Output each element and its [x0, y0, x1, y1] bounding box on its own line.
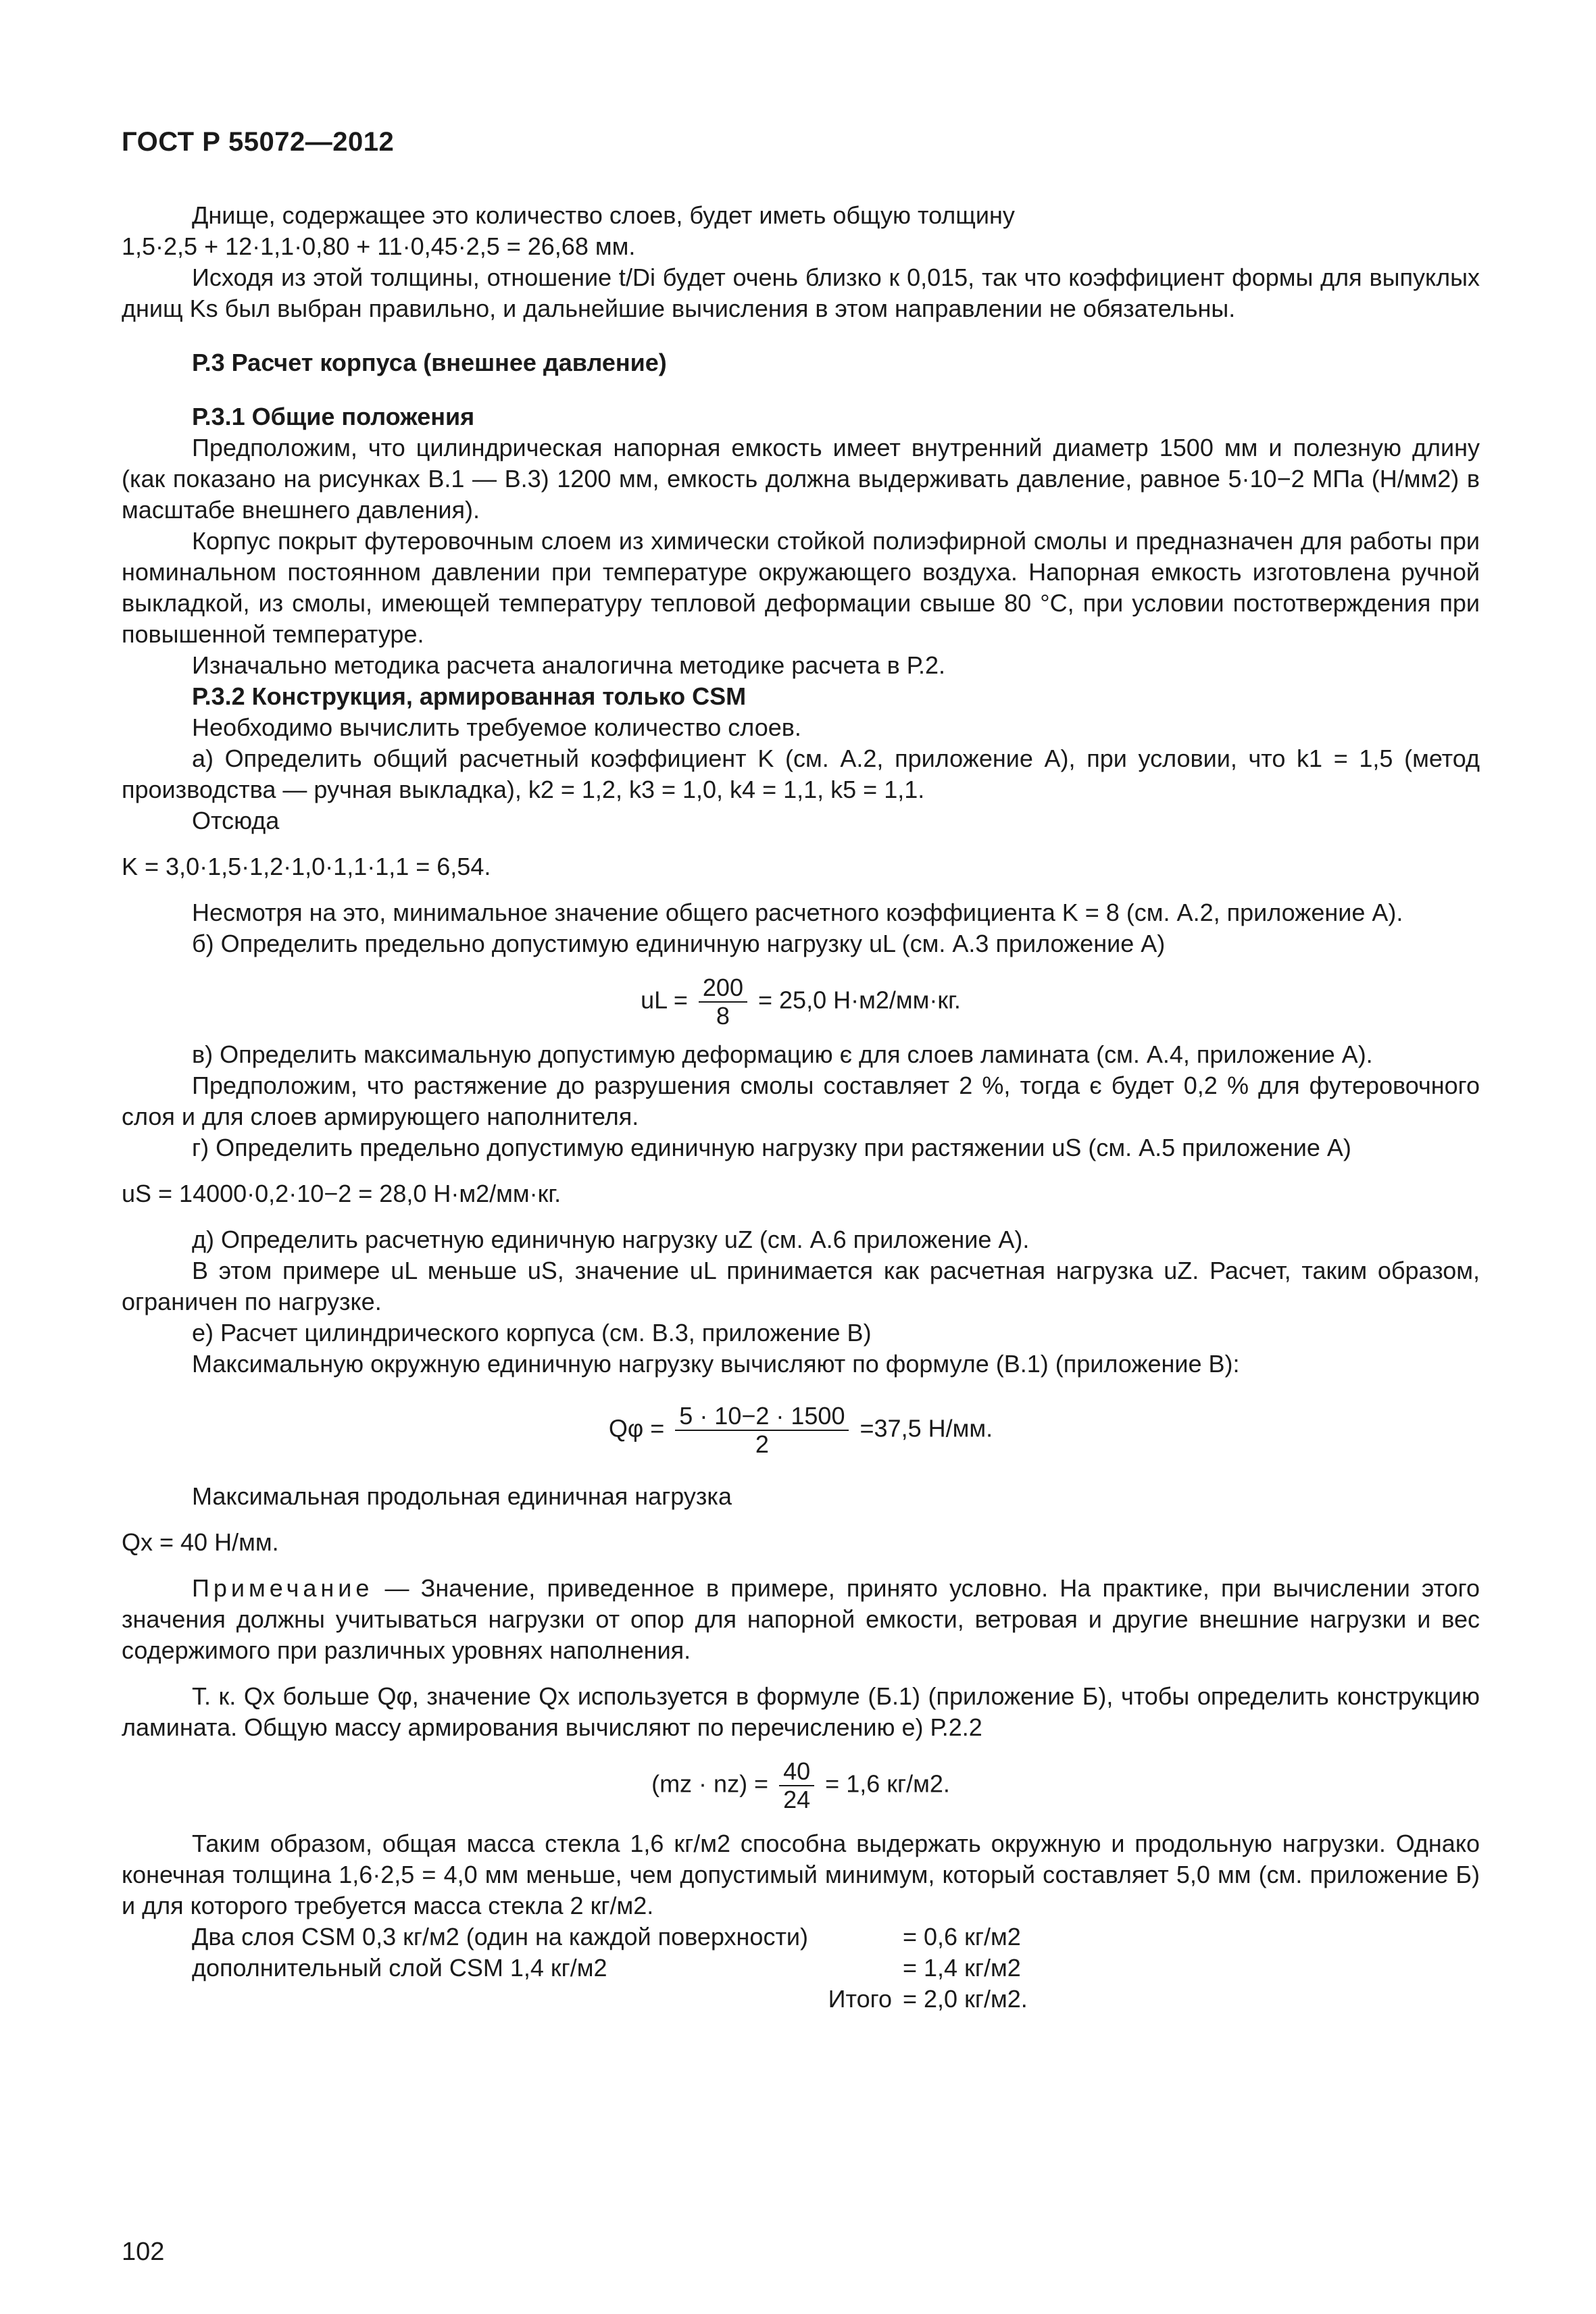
fraction-denominator: 2 — [755, 1430, 769, 1458]
paragraph: Предположим, что цилиндрическая напорная емкость имеет внутренний диаметр 1500 мм и полезную длину (как показано на рисунках В.1 — В.3) 1200 мм, емкость должна выдерживать давление, равное 5·10−2 МПа (Н/мм2) в масштабе внешнего давления). — [122, 434, 1480, 524]
fraction-denominator: 8 — [716, 1002, 730, 1030]
table-row — [192, 1921, 1028, 1953]
paragraph: а) Определить общий расчетный коэффициент K (см. А.2, приложение А), при условии, что k1 = 1,5 (метод производства — ручная выкладка), k2 = 1,2, k3 = 1,0, k4 = 1,1, k5 = 1,1. — [122, 745, 1480, 803]
paragraph: Исходя из этой толщины, отношение t/Di будет очень близко к 0,015, так что коэффициент формы для выпуклых днищ Ks был выбран правильно, и дальнейшие вычисления в этом направлении не обязательны. — [122, 263, 1480, 322]
note-paragraph — [122, 1573, 1480, 1666]
section-heading-p31: Р.3.1 Общие положения — [192, 403, 475, 430]
fraction-numerator: 40 — [779, 1758, 814, 1786]
row-value: = 2,0 кг/м2. — [903, 1985, 1028, 2013]
formula-lhs: Qφ = — [608, 1414, 665, 1442]
paragraph: Необходимо вычислить требуемое количество слоев. — [192, 713, 801, 741]
formula-k: K = 3,0·1,5·1,2·1,0·1,1·1,1 = 6,54. — [122, 853, 491, 880]
fraction-numerator: 200 — [699, 974, 747, 1003]
paragraph: Корпус покрыт футеровочным слоем из химически стойкой полиэфирной смолы и предназначен для работы при номинальном постоянном давлении при температуре окружающего воздуха. Напорная емкость изготовлена ручной выкладкой, из смолы, имеющей температуру тепловой деформации свыше 80 °С, при условии постотверждения при повышенной температуре. — [122, 527, 1480, 648]
row-label: Два слоя CSM 0,3 кг/м2 (один на каждой поверхности) — [192, 1923, 809, 1951]
paragraph: д) Определить расчетную единичную нагрузку uZ (см. А.6 приложение А). — [192, 1226, 1030, 1253]
row-value: = 1,4 кг/м2 — [903, 1954, 1021, 1982]
note-text: — Значение, приведенное в примере, принято условно. На практике, при вычислении этого значения должны учитываться нагрузки от опор для напорной емкости, ветровая и другие внешние нагрузки и вес содержимого при различных уровнях наполнения. — [122, 1574, 1480, 1664]
table-row — [192, 1953, 1028, 1984]
row-label: дополнительный слой CSM 1,4 кг/м2 — [192, 1954, 607, 1982]
formula-lhs: (mz · nz) = — [651, 1769, 769, 1798]
section-heading-p3: Р.3 Расчет корпуса (внешнее давление) — [192, 349, 667, 376]
formula-mass — [122, 1758, 1480, 1813]
note-label: Примечание — [192, 1574, 374, 1602]
document-code-header: ГОСТ Р 55072—2012 — [122, 127, 395, 157]
fraction-denominator: 24 — [783, 1786, 811, 1813]
document-body — [122, 200, 1480, 2015]
formula-thickness: 1,5·2,5 + 12·1,1·0,80 + 11·0,45·2,5 = 26,68 мм. — [122, 232, 636, 260]
formula-rhs: = 25,0 Н·м2/мм·кг. — [758, 986, 961, 1014]
formula-rhs: = 1,6 кг/м2. — [825, 1769, 950, 1798]
formula-us: uS = 14000·0,2·10−2 = 28,0 Н·м2/мм·кг. — [122, 1180, 562, 1207]
paragraph: Несмотря на это, минимальное значение общего расчетного коэффициента K = 8 (см. А.2, приложение А). — [192, 899, 1403, 926]
formula-qx: Qx = 40 Н/мм. — [122, 1528, 279, 1556]
fraction — [779, 1758, 814, 1813]
paragraph: Отсюда — [192, 807, 280, 834]
mass-summary-table — [192, 1921, 1028, 2015]
page-number: 102 — [122, 2238, 165, 2266]
row-total-label: Итого — [828, 1985, 892, 2013]
fraction — [675, 1403, 849, 1458]
paragraph: Т. к. Qx больше Qφ, значение Qx используется в формуле (Б.1) (приложение Б), чтобы определить конструкцию ламината. Общую массу армирования вычисляют по перечислению е) Р.2.2 — [122, 1682, 1480, 1741]
paragraph: е) Расчет цилиндрического корпуса (см. В.3, приложение В) — [192, 1319, 872, 1347]
paragraph: Таким образом, общая масса стекла 1,6 кг/м2 способна выдержать окружную и продольную нагрузки. Однако конечная толщина 1,6·2,5 = 4,0 мм меньше, чем допустимый минимум, который составляет 5,0 мм (см. приложение Б) и для которого требуется масса стекла 2 кг/м2. — [122, 1830, 1480, 1919]
paragraph: В этом примере uL меньше uS, значение uL принимается как расчетная нагрузка uZ. Расчет, таким образом, ограничен по нагрузке. — [122, 1257, 1480, 1315]
section-heading-p32: Р.3.2 Конструкция, армированная только CSM — [192, 682, 747, 710]
paragraph: Максимальная продольная единичная нагрузка — [192, 1482, 732, 1510]
formula-ul — [122, 974, 1480, 1030]
table-row — [192, 1984, 1028, 2015]
paragraph: б) Определить предельно допустимую единичную нагрузку uL (см. А.3 приложение А) — [192, 930, 1166, 957]
paragraph: Изначально методика расчета аналогична методике расчета в Р.2. — [192, 651, 945, 679]
paragraph: Днище, содержащее это количество слоев, будет иметь общую толщину — [192, 201, 1015, 229]
formula-lhs: uL = — [641, 986, 688, 1014]
row-value: = 0,6 кг/м2 — [903, 1923, 1021, 1951]
formula-rhs: =37,5 Н/мм. — [859, 1414, 993, 1442]
paragraph: в) Определить максимальную допустимую деформацию є для слоев ламината (см. А.4, приложение А). — [192, 1040, 1373, 1068]
paragraph: Максимальную окружную единичную нагрузку вычисляют по формуле (В.1) (приложение В): — [192, 1350, 1240, 1378]
formula-q-phi — [122, 1403, 1480, 1458]
fraction — [699, 974, 747, 1030]
fraction-numerator: 5 · 10−2 · 1500 — [675, 1403, 849, 1431]
paragraph: г) Определить предельно допустимую единичную нагрузку при растяжении uS (см. А.5 приложение А) — [192, 1134, 1351, 1161]
paragraph: Предположим, что растяжение до разрушения смолы составляет 2 %, тогда є будет 0,2 % для футеровочного слоя и для слоев армирующего наполнителя. — [122, 1072, 1480, 1130]
